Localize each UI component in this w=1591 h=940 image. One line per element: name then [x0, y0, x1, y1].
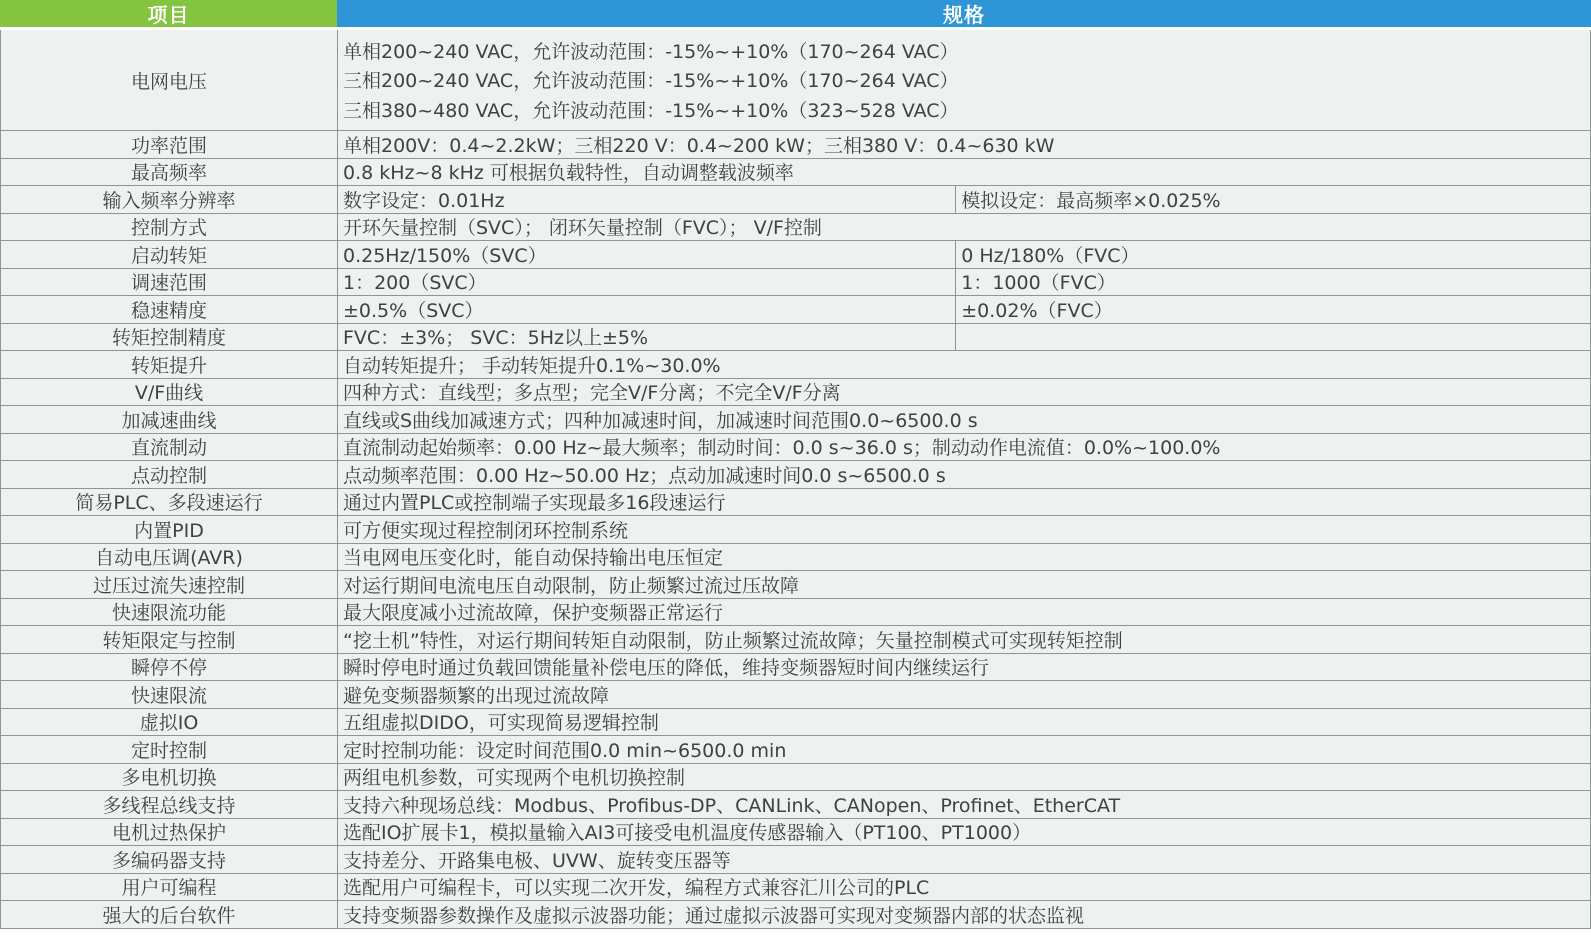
table-row [1, 791, 1590, 819]
row-label: 启动转矩 [1, 241, 338, 268]
row-label: 电机过热保护 [1, 819, 338, 846]
table-row [1, 736, 1590, 764]
table-row [1, 186, 1590, 214]
row-label: 简易PLC、多段速运行 [1, 489, 338, 516]
row-label: 功率范围 [1, 131, 338, 158]
spec-value: 开环矢量控制（SVC）； 闭环矢量控制（FVC）； V/F控制 [343, 217, 822, 240]
spec-line: 单相200~240 VAC，允许波动范围：-15%~+10%（170~264 VAC） [343, 41, 959, 64]
spec-value-right: 1：1000（FVC） [955, 269, 1590, 296]
row-spec [338, 709, 1590, 736]
row-spec [338, 571, 1590, 598]
row-spec [338, 489, 1590, 516]
spec-value-right: 模拟设定：最高频率×0.025% [955, 186, 1590, 213]
spec-value: 定时控制功能：设定时间范围0.0 min~6500.0 min [343, 739, 787, 762]
table-row [1, 571, 1590, 599]
row-label: 加减速曲线 [1, 406, 338, 433]
row-label: 快速限流 [1, 681, 338, 708]
spec-value-left: 1：200（SVC） [343, 272, 487, 295]
row-spec [338, 30, 1590, 130]
table-header [0, 0, 1591, 30]
row-label: 用户可编程 [1, 874, 338, 901]
table-row [1, 131, 1590, 159]
spec-value: “挖土机”特性，对运行期间转矩自动限制，防止频繁过流故障；矢量控制模式可实现转矩控制 [343, 629, 1123, 652]
row-label: 点动控制 [1, 461, 338, 488]
row-spec [338, 764, 1590, 791]
spec-value: 自动转矩提升； 手动转矩提升0.1%~30.0% [343, 354, 721, 377]
row-label: V/F曲线 [1, 379, 338, 406]
table-row [1, 461, 1590, 489]
row-spec [338, 269, 1590, 296]
spec-value: 瞬时停电时通过负载回馈能量补偿电压的降低，维持变频器短时间内继续运行 [343, 657, 990, 680]
spec-value: 支持六种现场总线：Modbus、Profibus-DP、CANLink、CANopen、Profinet、EtherCAT [343, 794, 1121, 817]
row-label: 转矩控制精度 [1, 324, 338, 351]
spec-value: 当电网电压变化时，能自动保持输出电压恒定 [343, 547, 724, 570]
spec-value: 通过内置PLC或控制端子实现最多16段速运行 [343, 492, 726, 515]
spec-value: 选配用户可编程卡，可以实现二次开发，编程方式兼容汇川公司的PLC [343, 877, 930, 900]
row-label: 转矩限定与控制 [1, 626, 338, 653]
column-header-item: 项目 [0, 0, 337, 27]
row-spec [338, 186, 1590, 213]
spec-value: 避免变频器频繁的出现过流故障 [343, 684, 610, 707]
table-row [1, 351, 1590, 379]
row-spec [338, 846, 1590, 873]
table-row [1, 874, 1590, 902]
row-spec [338, 901, 1590, 928]
row-spec [338, 434, 1590, 461]
spec-line: 三相380~480 VAC，允许波动范围：-15%~+10%（323~528 VAC） [343, 99, 959, 122]
table-row [1, 159, 1590, 187]
spec-value-right: ±0.02%（FVC） [955, 296, 1590, 323]
row-label: 定时控制 [1, 736, 338, 763]
spec-value: 两组电机参数，可实现两个电机切换控制 [343, 767, 686, 790]
row-label: 直流制动 [1, 434, 338, 461]
spec-line: 三相200~240 VAC，允许波动范围：-15%~+10%（170~264 VAC） [343, 70, 959, 93]
row-spec [338, 296, 1590, 323]
row-spec [338, 654, 1590, 681]
table-row [1, 709, 1590, 737]
spec-value: 可方便实现过程控制闭环控制系统 [343, 519, 629, 542]
spec-value: 直流制动起始频率：0.00 Hz~最大频率；制动时间：0.0 s~36.0 s；制动动作电流值：0.0%~100.0% [343, 437, 1221, 460]
table-row [1, 269, 1590, 297]
spec-value: 0.8 kHz~8 kHz 可根据负载特性，自动调整载波频率 [343, 162, 794, 185]
row-label: 最高频率 [1, 159, 338, 186]
spec-value-left: 0.25Hz/150%（SVC） [343, 244, 547, 267]
spec-value: 五组虚拟DIDO，可实现简易逻辑控制 [343, 712, 659, 735]
table-row [1, 489, 1590, 517]
table-row [1, 406, 1590, 434]
row-label: 虚拟IO [1, 709, 338, 736]
table-row [1, 324, 1590, 352]
table-row [1, 214, 1590, 242]
row-spec [338, 324, 1590, 351]
row-spec [338, 791, 1590, 818]
spec-value: 选配IO扩展卡1，模拟量输入AI3可接受电机温度传感器输入（PT100、PT1000） [343, 822, 1032, 845]
row-spec [338, 351, 1590, 378]
row-spec [338, 131, 1590, 158]
row-spec [338, 214, 1590, 241]
row-spec [338, 516, 1590, 543]
row-label: 控制方式 [1, 214, 338, 241]
row-spec [338, 159, 1590, 186]
row-spec [338, 379, 1590, 406]
table-body [0, 30, 1591, 929]
row-label: 过压过流失速控制 [1, 571, 338, 598]
row-spec [338, 599, 1590, 626]
row-spec [338, 626, 1590, 653]
spec-value-left: ±0.5%（SVC） [343, 299, 484, 322]
spec-value: 点动频率范围：0.00 Hz~50.00 Hz；点动加减速时间0.0 s~6500.0 s [343, 464, 946, 487]
row-label: 多线程总线支持 [1, 791, 338, 818]
row-spec [338, 874, 1590, 901]
row-label: 瞬停不停 [1, 654, 338, 681]
row-label: 调速范围 [1, 269, 338, 296]
row-label: 快速限流功能 [1, 599, 338, 626]
row-spec [338, 681, 1590, 708]
row-spec [338, 736, 1590, 763]
table-row [1, 379, 1590, 407]
table-row [1, 544, 1590, 572]
table-row [1, 599, 1590, 627]
spec-value-left: 数字设定：0.01Hz [343, 189, 505, 212]
table-row [1, 241, 1590, 269]
spec-value: 直线或S曲线加减速方式；四种加减速时间，加减速时间范围0.0~6500.0 s [343, 409, 978, 432]
spec-value: 最大限度减小过流故障，保护变频器正常运行 [343, 602, 724, 625]
table-row [1, 626, 1590, 654]
table-row [1, 516, 1590, 544]
table-row [1, 901, 1590, 929]
spec-value-right: 0 Hz/180%（FVC） [955, 241, 1590, 268]
spec-value: 对运行期间电流电压自动限制，防止频繁过流过压故障 [343, 574, 800, 597]
spec-value-left: FVC：±3%； SVC：5Hz以上±5% [343, 327, 649, 350]
table-row [1, 819, 1590, 847]
row-label: 强大的后台软件 [1, 901, 338, 928]
column-header-spec: 规格 [337, 0, 1591, 27]
row-spec [338, 819, 1590, 846]
table-row [1, 30, 1590, 131]
row-label: 输入频率分辨率 [1, 186, 338, 213]
spec-value: 支持差分、开路集电极、UVW、旋转变压器等 [343, 849, 731, 872]
row-label: 内置PID [1, 516, 338, 543]
table-row [1, 296, 1590, 324]
row-spec [338, 406, 1590, 433]
row-label: 转矩提升 [1, 351, 338, 378]
table-row [1, 434, 1590, 462]
row-spec [338, 241, 1590, 268]
spec-value: 单相200V：0.4~2.2kW；三相220 V：0.4~200 kW；三相380 V：0.4~630 kW [343, 134, 1055, 157]
table-row [1, 681, 1590, 709]
row-label: 稳速精度 [1, 296, 338, 323]
row-label: 多编码器支持 [1, 846, 338, 873]
row-label: 电网电压 [1, 30, 338, 130]
spec-value-right [955, 324, 1590, 351]
table-row [1, 764, 1590, 792]
row-label: 自动电压调(AVR) [1, 544, 338, 571]
row-spec [338, 544, 1590, 571]
spec-value: 支持变频器参数操作及虚拟示波器功能；通过虚拟示波器可实现对变频器内部的状态监视 [343, 904, 1085, 927]
table-row [1, 846, 1590, 874]
table-row [1, 654, 1590, 682]
row-spec [338, 461, 1590, 488]
row-label: 多电机切换 [1, 764, 338, 791]
spec-value: 四种方式：直线型；多点型；完全V/F分离；不完全V/F分离 [343, 382, 841, 405]
